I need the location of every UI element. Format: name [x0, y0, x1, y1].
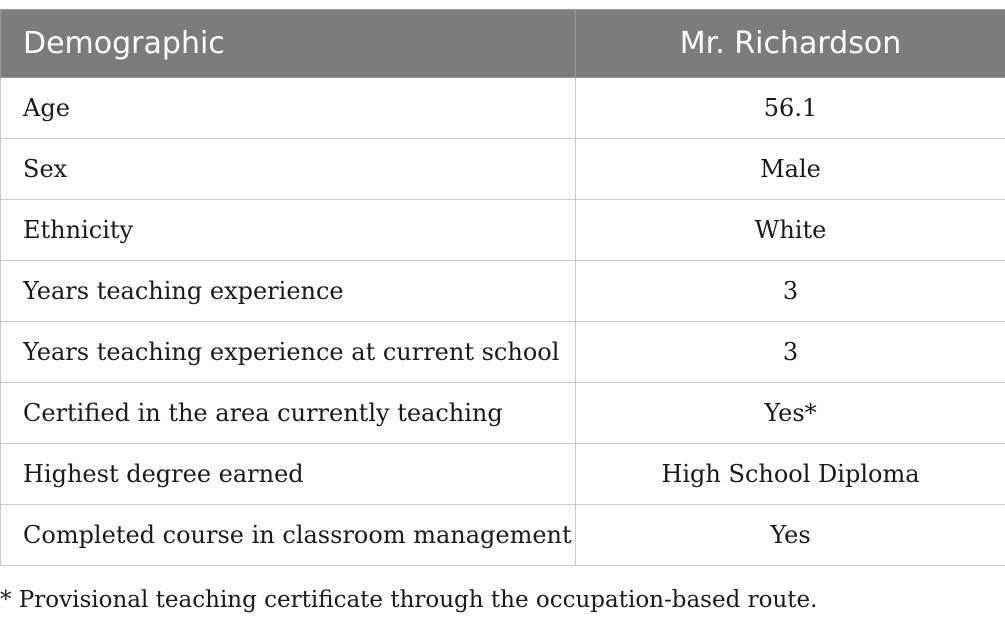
table-footnote: * Provisional teaching certificate through the occupation-based route.: [0, 587, 818, 613]
demographics-table: [0, 9, 1005, 566]
row-value: White: [576, 200, 1005, 261]
table-row: [1, 200, 1005, 261]
row-label: Years teaching experience: [1, 261, 576, 322]
table-row: [1, 78, 1005, 139]
row-value: High School Diploma: [576, 444, 1005, 505]
row-value: 56.1: [576, 78, 1005, 139]
header-mr-richardson: Mr. Richardson: [576, 10, 1005, 78]
demographics-table-container: [0, 9, 1005, 566]
row-value: 3: [576, 261, 1005, 322]
row-label: Years teaching experience at current school: [1, 322, 576, 383]
row-label: Age: [1, 78, 576, 139]
table-row: [1, 139, 1005, 200]
row-label: Highest degree earned: [1, 444, 576, 505]
row-label: Sex: [1, 139, 576, 200]
table-row: [1, 444, 1005, 505]
row-value: Male: [576, 139, 1005, 200]
table-header-row: [1, 10, 1005, 78]
row-label: Ethnicity: [1, 200, 576, 261]
row-label: Completed course in classroom management: [1, 505, 576, 566]
row-value: 3: [576, 322, 1005, 383]
row-value: Yes: [576, 505, 1005, 566]
row-value: Yes*: [576, 383, 1005, 444]
row-label: Certified in the area currently teaching: [1, 383, 576, 444]
table-row: [1, 322, 1005, 383]
table-row: [1, 505, 1005, 566]
header-demographic: Demographic: [1, 10, 576, 78]
table-row: [1, 261, 1005, 322]
table-row: [1, 383, 1005, 444]
